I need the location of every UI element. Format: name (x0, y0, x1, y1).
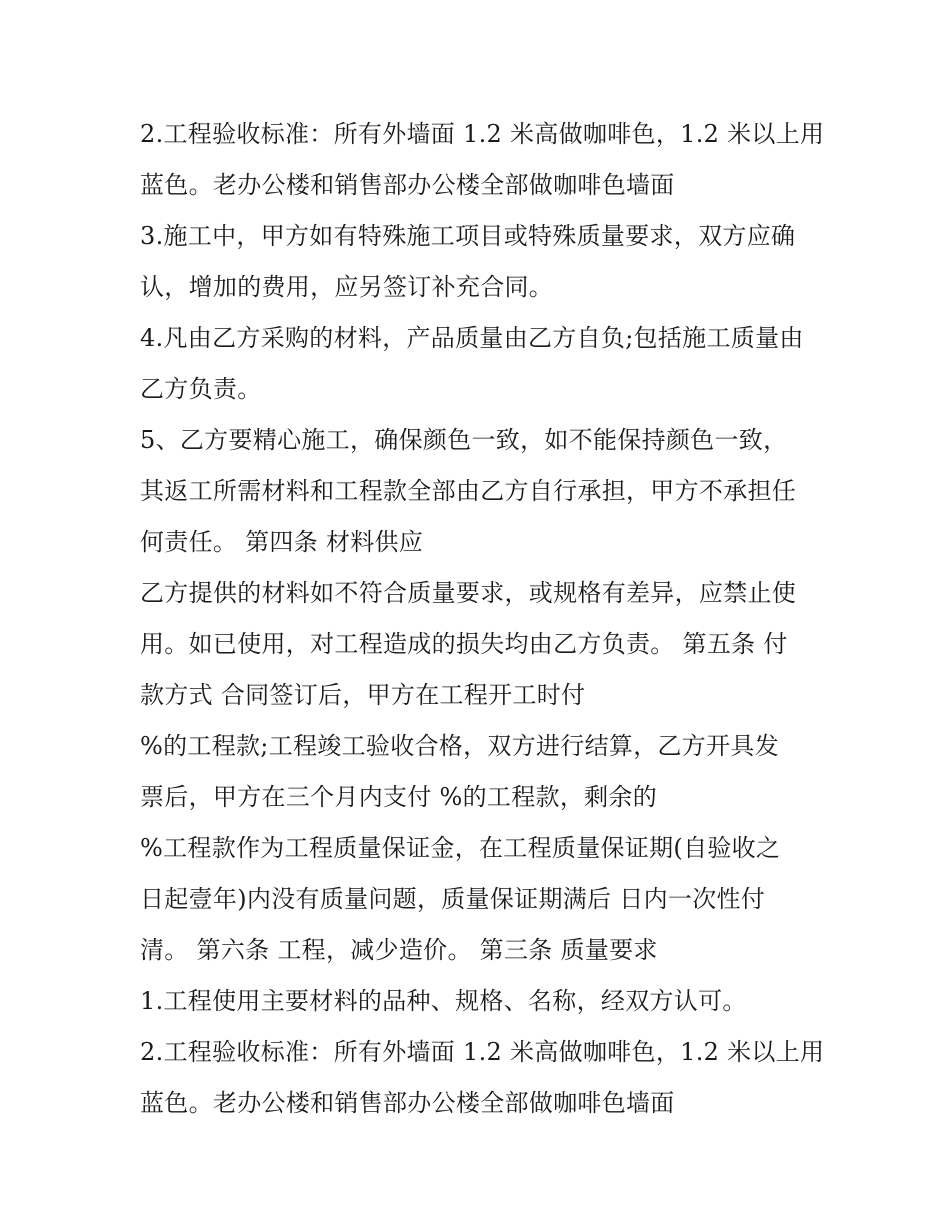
text-line: 乙方提供的材料如不符合质量要求，或规格有差异，应禁止使 (140, 579, 797, 607)
text-line: 票后，甲方在三个月内支付 %的工程款，剩余的 (140, 783, 658, 811)
text-line: 3.施工中，甲方如有特殊施工项目或特殊质量要求，双方应确 (140, 222, 796, 250)
text-line: 用。如已使用，对工程造成的损失均由乙方负责。 第五条 付 (140, 630, 788, 658)
text-line: 日起壹年)内没有质量问题，质量保证期满后 日内一次性付 (140, 885, 766, 913)
text-line: %的工程款;工程竣工验收合格，双方进行结算，乙方开具发 (140, 732, 779, 760)
text-line: %工程款作为工程质量保证金，在工程质量保证期(自验收之 (140, 834, 781, 862)
text-line: 乙方负责。 (140, 375, 262, 403)
text-line: 4.凡由乙方采购的材料，产品质量由乙方自负;包括施工质量由 (140, 324, 804, 352)
text-line: 1.工程使用主要材料的品种、规格、名称，经双方认可。 (140, 987, 747, 1015)
text-line: 认，增加的费用，应另签订补充合同。 (140, 273, 554, 301)
text-line: 清。 第六条 工程，减少造价。 第三条 质量要求 (140, 936, 658, 964)
document-body (140, 109, 825, 1129)
text-line: 其返工所需材料和工程款全部由乙方自行承担，甲方不承担任 (140, 477, 797, 505)
text-line: 蓝色。老办公楼和销售部办公楼全部做咖啡色墙面 (140, 1089, 675, 1117)
text-line: 5、乙方要精心施工，确保颜色一致，如不能保持颜色一致， (140, 426, 788, 454)
text-line: 何责任。 第四条 材料供应 (140, 528, 424, 556)
text-line: 2.工程验收标准：所有外墙面 1.2 米高做咖啡色，1.2 米以上用 (140, 120, 825, 148)
text-line: 蓝色。老办公楼和销售部办公楼全部做咖啡色墙面 (140, 171, 675, 199)
text-line: 2.工程验收标准：所有外墙面 1.2 米高做咖啡色，1.2 米以上用 (140, 1038, 825, 1066)
text-line: 款方式 合同签订后，甲方在工程开工时付 (140, 681, 586, 709)
